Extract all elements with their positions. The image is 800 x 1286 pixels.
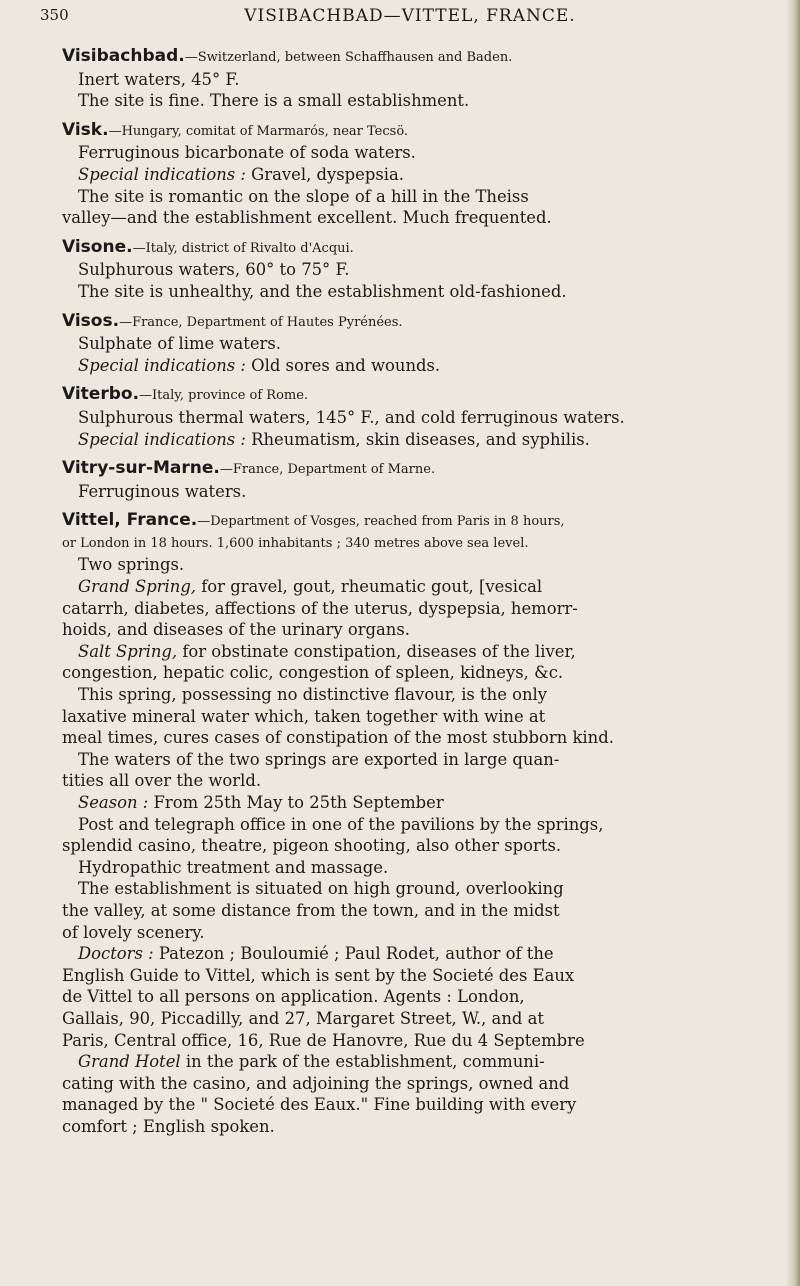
entry-name: Vittel, France.: [62, 510, 198, 531]
running-title: VISIBACHBAD—VITTEL, FRANCE.: [244, 6, 576, 26]
entry-location: —France, Department of Hautes Pyrénées.: [119, 314, 403, 330]
special-indications-text: Rheumatism, skin diseases, and syphilis.: [245, 429, 590, 449]
entry-line: The establishment is situated on high ground, overlooking: [78, 879, 564, 899]
entry-line: de Vittel to all persons on application. Agents : London,: [62, 987, 525, 1007]
entry-line: Inert waters, 45° F.: [78, 69, 240, 89]
entry-line: managed by the " Societé des Eaux." Fine building with every: [62, 1095, 577, 1115]
two-springs: Two springs.: [78, 555, 185, 575]
special-indications-label: Special indications :: [78, 355, 246, 375]
page-header: [40, 6, 760, 30]
entry-line: meal times, cures cases of constipation of the most stubborn kind.: [62, 728, 614, 748]
grand-hotel-label: Grand Hotel: [78, 1052, 181, 1072]
entry-location: —Italy, province of Rome.: [139, 388, 309, 404]
entry-location: —Department of Vosges, reached from Paris in 8 hours,: [197, 514, 565, 530]
entry-line: catarrh, diabetes, affections of the uterus, dyspepsia, hemorr-: [62, 598, 578, 618]
entry-visibachbad: [62, 45, 752, 112]
entry-line: Ferruginous waters.: [78, 481, 247, 501]
entry-name: Visk.: [62, 119, 109, 140]
entry-location: —Hungary, comitat of Marmarós, near Tecsö.: [108, 123, 409, 139]
entry-vittel: [62, 509, 752, 1137]
entry-location: —Italy, district of Rivalto d'Acqui.: [132, 240, 354, 256]
entry-line: The site is romantic on the slope of a hill in the Theiss: [78, 186, 529, 206]
entry-line: congestion, hepatic colic, congestion of spleen, kidneys, &c.: [62, 663, 564, 683]
entry-line: The site is fine. There is a small establishment.: [78, 91, 470, 111]
entry-viterbo: [62, 383, 752, 450]
entry-line: Sulphurous waters, 60° to 75° F.: [78, 260, 350, 280]
entry-visone: [62, 236, 752, 303]
entry-line: of lovely scenery.: [62, 922, 205, 942]
special-indications-text: Gravel, dyspepsia.: [245, 164, 404, 184]
special-indications-label: Special indications :: [78, 164, 246, 184]
entry-name: Visibachbad.: [62, 46, 185, 66]
special-indications-label: Special indications :: [78, 429, 246, 449]
entry-line: Hydropathic treatment and massage.: [78, 857, 389, 877]
entry-line: Paris, Central office, 16, Rue de Hanovre, Rue du 4 Septembre: [62, 1030, 585, 1050]
entry-name: Visone.: [62, 236, 133, 257]
entry-line: From 25th May to 25th September: [148, 793, 444, 812]
entry-line: hoids, and diseases of the urinary organs.: [62, 620, 410, 640]
entry-visos: [62, 310, 752, 377]
entry-line: Ferruginous bicarbonate of soda waters.: [78, 143, 416, 163]
entry-line: the valley, at some distance from the town, and in the midst: [62, 900, 560, 920]
special-indications-text: Old sores and wounds.: [245, 355, 441, 375]
entry-location: —France, Department of Marne.: [219, 462, 436, 478]
page-body: [62, 45, 752, 1145]
entry-line: Sulphurous thermal waters, 145° F., and cold ferruginous waters.: [78, 407, 625, 427]
page-edge-shadow: [786, 0, 800, 1286]
entry-name: Viterbo.: [62, 384, 140, 405]
entry-line: Sulphate of lime waters.: [78, 334, 281, 354]
entry-line: tities all over the world.: [62, 771, 262, 791]
entry-line: The waters of the two springs are exported in large quan-: [78, 749, 560, 769]
entry-line: for obstinate constipation, diseases of the liver,: [177, 641, 576, 661]
entry-location-cont: or London in 18 hours. 1,600 inhabitants ; 340 metres above sea level.: [62, 535, 529, 551]
entry-line: laxative mineral water which, taken together with wine at: [62, 706, 546, 726]
entry-line: Patezon ; Bouloumié ; Paul Rodet, author of the: [153, 944, 554, 964]
entry-line: splendid casino, theatre, pigeon shooting, also other sports.: [62, 836, 562, 856]
entry-line: English Guide to Vittel, which is sent by the Societé des Eaux: [62, 965, 575, 985]
entry-line: in the park of the establishment, communi-: [180, 1052, 545, 1072]
entry-line: valley—and the establishment excellent. Much frequented.: [62, 208, 552, 228]
entry-vitry-sur-marne: [62, 457, 752, 502]
page-number: 350: [40, 6, 69, 24]
entry-line: comfort ; English spoken.: [62, 1116, 275, 1136]
season-label: Season :: [78, 793, 149, 812]
entry-line: Gallais, 90, Piccadilly, and 27, Margaret Street, W., and at: [62, 1008, 544, 1028]
grand-spring-label: Grand Spring,: [78, 577, 197, 597]
entry-visk: [62, 119, 752, 229]
doctors-label: Doctors :: [78, 944, 154, 964]
entry-line: The site is unhealthy, and the establishment old-fashioned.: [78, 281, 567, 301]
entry-line: for gravel, gout, rheumatic gout, [vesical: [196, 577, 543, 597]
entry-line: Post and telegraph office in one of the pavilions by the springs,: [78, 814, 604, 834]
entry-line: cating with the casino, and adjoining the springs, owned and: [62, 1073, 570, 1093]
salt-spring-label: Salt Spring,: [78, 641, 178, 661]
entry-location: —Switzerland, between Schaffhausen and Baden.: [184, 50, 513, 65]
entry-line: This spring, possessing no distinctive flavour, is the only: [78, 685, 548, 705]
entry-name: Vitry-sur-Marne.: [62, 458, 220, 479]
entry-name: Visos.: [62, 310, 120, 331]
